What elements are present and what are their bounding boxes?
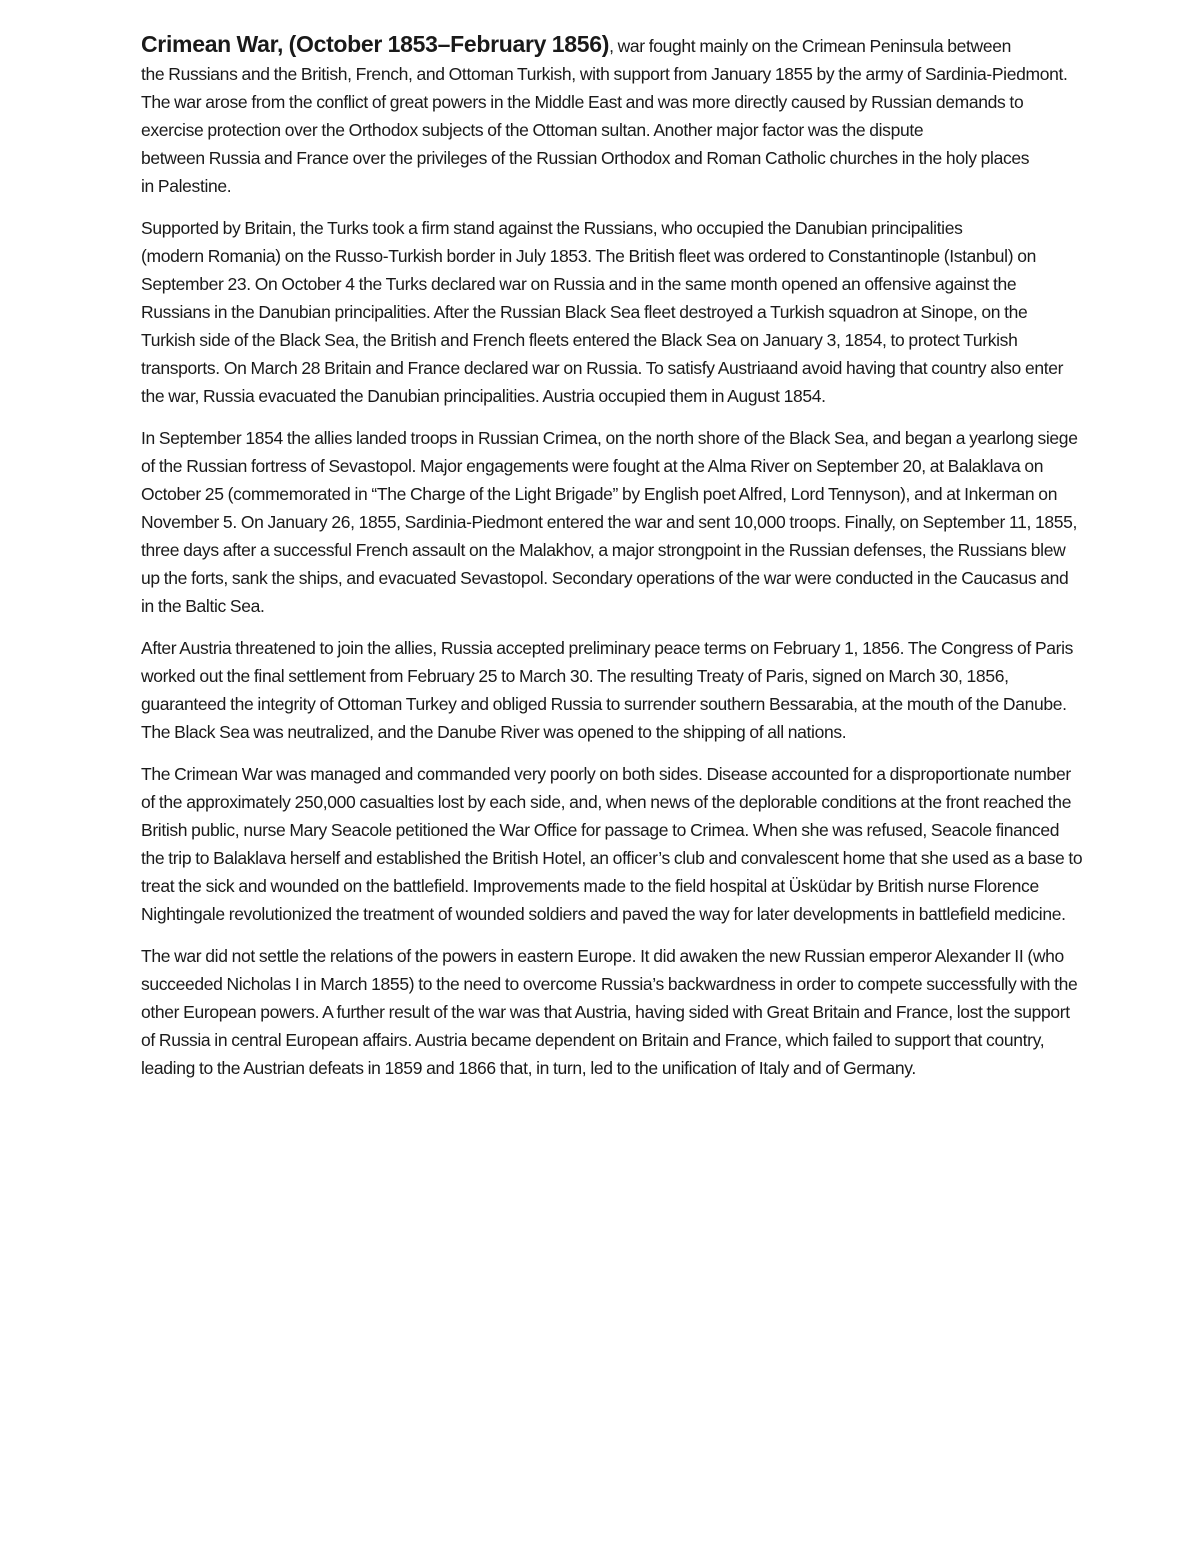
text-line: three days after a successful French assault on the Malakhov, a major strongpoint in the Russian defenses, the Russians blew [141,540,1066,560]
text-line: British public, nurse Mary Seacole petitioned the War Office for passage to Crimea. When she was refused, Seacole financed [141,820,1060,840]
text-line: November 5. On January 26, 1855, Sardinia-Piedmont entered the war and sent 10,000 troops. Finally, on September 11, 1855, [141,512,1078,532]
article-title: Crimean War, (October 1853–February 1856) [141,31,610,57]
text-line: the trip to Balaklava herself and established the British Hotel, an officer’s club and convalescent home that she used as a base to [141,848,1083,868]
text-line: treat the sick and wounded on the battlefield. Improvements made to the field hospital at Üsküdar by British nurse Florence [141,876,1039,896]
text-line: of the approximately 250,000 casualties lost by each side, and, when news of the deplorable conditions at the front reached the [141,792,1072,812]
intro-tail: , war fought mainly on the Crimean Peninsula between [609,36,1011,56]
text-line: The war arose from the conflict of great powers in the Middle East and was more directly caused by Russian demands to [141,92,1024,112]
text-line: up the forts, sank the ships, and evacuated Sevastopol. Secondary operations of the war were conducted in the Caucasus and [141,568,1069,588]
text-line: transports. On March 28 Britain and France declared war on Russia. To satisfy Austriaand avoid having that country also enter [141,358,1064,378]
text-line: the Russians and the British, French, and Ottoman Turkish, with support from January 1855 by the army of Sardinia-Piedmont. [141,64,1068,84]
text-line: Nightingale revolutionized the treatment of wounded soldiers and paved the way for later developments in battlefield medicine. [141,904,1066,924]
text-line: other European powers. A further result of the war was that Austria, having sided with Great Britain and France, lost the support [141,1002,1070,1022]
text-line: guaranteed the integrity of Ottoman Turkey and obliged Russia to surrender southern Bessarabia, at the mouth of the Danube. [141,694,1067,714]
text-line: The Crimean War was managed and commanded very poorly on both sides. Disease accounted for a disproportionate number [141,764,1071,784]
text-line: (modern Romania) on the Russo-Turkish border in July 1853. The British fleet was ordered to Constantinople (Istanbul) on [141,246,1036,266]
paragraph-6 [141,942,1151,1082]
text-line: Turkish side of the Black Sea, the British and French fleets entered the Black Sea on January 3, 1854, to protect Turkish [141,330,1018,350]
text-line: worked out the final settlement from February 25 to March 30. The resulting Treaty of Paris, signed on March 30, 1856, [141,666,1009,686]
paragraph-5 [141,760,1151,928]
paragraph-3 [141,424,1151,620]
article [141,30,1151,1096]
text-line: In September 1854 the allies landed troops in Russian Crimea, on the north shore of the Black Sea, and began a yearlong siege [141,428,1078,448]
text-line: October 25 (commemorated in “The Charge of the Light Brigade” by English poet Alfred, Lord Tennyson), and at Inkerman on [141,484,1058,504]
text-line: succeeded Nicholas I in March 1855) to the need to overcome Russia’s backwardness in order to compete successfully with the [141,974,1078,994]
text-line: leading to the Austrian defeats in 1859 and 1866 that, in turn, led to the unification of Italy and of Germany. [141,1058,916,1078]
text-line: The war did not settle the relations of the powers in eastern Europe. It did awaken the new Russian emperor Alexander II (who [141,946,1064,966]
text-line: The Black Sea was neutralized, and the Danube River was opened to the shipping of all nations. [141,722,847,742]
text-line: Supported by Britain, the Turks took a firm stand against the Russians, who occupied the Danubian principalities [141,218,963,238]
paragraph-4 [141,634,1151,746]
text-line: in the Baltic Sea. [141,596,265,616]
text-line: Russians in the Danubian principalities. After the Russian Black Sea fleet destroyed a Turkish squadron at Sinope, on the [141,302,1028,322]
text-line: September 23. On October 4 the Turks declared war on Russia and in the same month opened an offensive against the [141,274,1017,294]
text-line: the war, Russia evacuated the Danubian principalities. Austria occupied them in August 1854. [141,386,826,406]
text-line: in Palestine. [141,176,232,196]
text-line: of Russia in central European affairs. Austria became dependent on Britain and France, which failed to support that country, [141,1030,1045,1050]
text-line: exercise protection over the Orthodox subjects of the Ottoman sultan. Another major factor was the dispute [141,120,924,140]
paragraph-2 [141,214,1151,410]
text-line: After Austria threatened to join the allies, Russia accepted preliminary peace terms on February 1, 1856. The Congress of Paris [141,638,1074,658]
paragraph-1 [141,30,1151,200]
text-line: of the Russian fortress of Sevastopol. Major engagements were fought at the Alma River on September 20, at Balaklava on [141,456,1044,476]
text-line: between Russia and France over the privileges of the Russian Orthodox and Roman Catholic churches in the holy places [141,148,1030,168]
